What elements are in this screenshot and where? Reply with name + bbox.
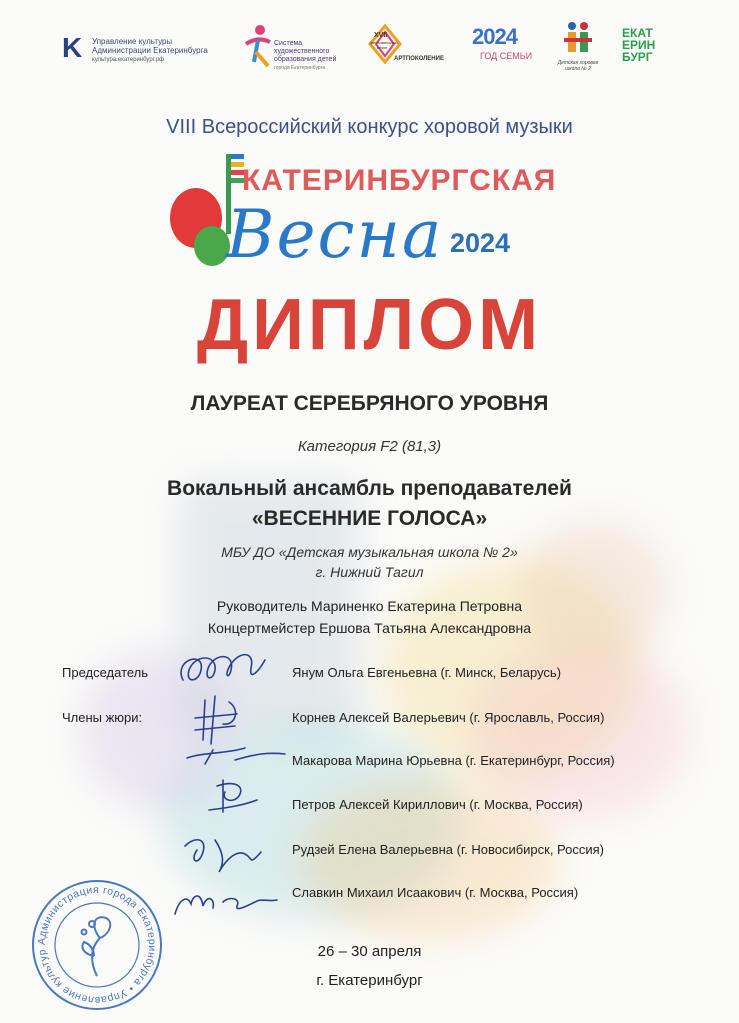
letter-k-icon: K	[62, 32, 83, 63]
culture-admin-logo: K Управление культуры Администрации Екатеринбурга культура.екатеринбург.рф	[62, 32, 208, 63]
festival-logo: КАТЕРИНБУРГСКАЯ Весна 2024	[168, 150, 548, 275]
school-name: МБУ ДО «Детская музыкальная школа № 2»	[221, 544, 518, 560]
jury-signatures	[165, 640, 295, 920]
ekaterinburg-logo: ЕКАТ ЕРИН БУРГ	[622, 26, 656, 64]
diploma-title: ДИПЛОМ	[196, 285, 543, 365]
jury-member: Макарова Марина Юрьевна (г. Екатеринбург, Россия)	[292, 753, 615, 768]
event-city: г. Екатеринбург	[316, 972, 423, 989]
svg-text:Администрация города Екатеринб: Администрация города Екатеринбурга • Управление культур	[35, 883, 159, 1007]
jury-members-label: Члены жюри:	[62, 710, 143, 725]
jury-member: Славкин Михаил Исаакович (г. Москва, Россия)	[292, 885, 579, 900]
signature-member-1	[195, 696, 237, 744]
signature-member-4	[185, 840, 261, 872]
year-of-family-logo: 2024 ГОД СЕМЬИ	[472, 24, 533, 61]
jury-member: Рудзей Елена Валерьевна (г. Новосибирск, Россия)	[292, 842, 605, 857]
accompanist: Концертмейстер Ершова Татьяна Александровна	[207, 620, 532, 636]
jury-member: Корнев Алексей Валерьевич (г. Ярославль, Россия)	[292, 710, 605, 725]
contest-title: VIII Всероссийский конкурс хоровой музыки	[166, 116, 573, 138]
signature-chair	[181, 655, 265, 680]
event-dates: 26 – 30 апреля	[317, 943, 422, 960]
artpokolenie-logo: XVII фестивальный сезон АРТПОКОЛЕНИЕ	[362, 24, 454, 70]
signature-member-5	[175, 896, 277, 914]
ensemble-name-line1: Вокальный ансамбль преподавателей	[167, 477, 572, 500]
singers-icon	[562, 18, 594, 60]
jury-chair-label: Председатель	[62, 665, 149, 680]
jury-chair-name: Янум Ольга Евгеньевна (г. Минск, Беларусь)	[292, 665, 562, 680]
award-level: ЛАУРЕАТ СЕРЕБРЯНОГО УРОВНЯ	[190, 392, 549, 415]
art-education-logo: Система художественного образования детей города Екатеринбурга	[240, 22, 340, 74]
signature-member-3	[209, 780, 257, 812]
dancer-icon	[240, 22, 276, 70]
jury-member: Петров Алексей Кириллович (г. Москва, Россия)	[292, 797, 583, 812]
music-school-logo: Детская хоровая школа № 2	[556, 18, 600, 76]
school-city: г. Нижний Тагил	[315, 564, 424, 580]
ensemble-name-line2: «ВЕСЕННИЕ ГОЛОСА»	[251, 507, 488, 530]
signature-member-2	[187, 748, 285, 764]
category: Категория F2 (81,3)	[297, 438, 442, 455]
leader: Руководитель Мариненко Екатерина Петровна	[216, 598, 523, 614]
